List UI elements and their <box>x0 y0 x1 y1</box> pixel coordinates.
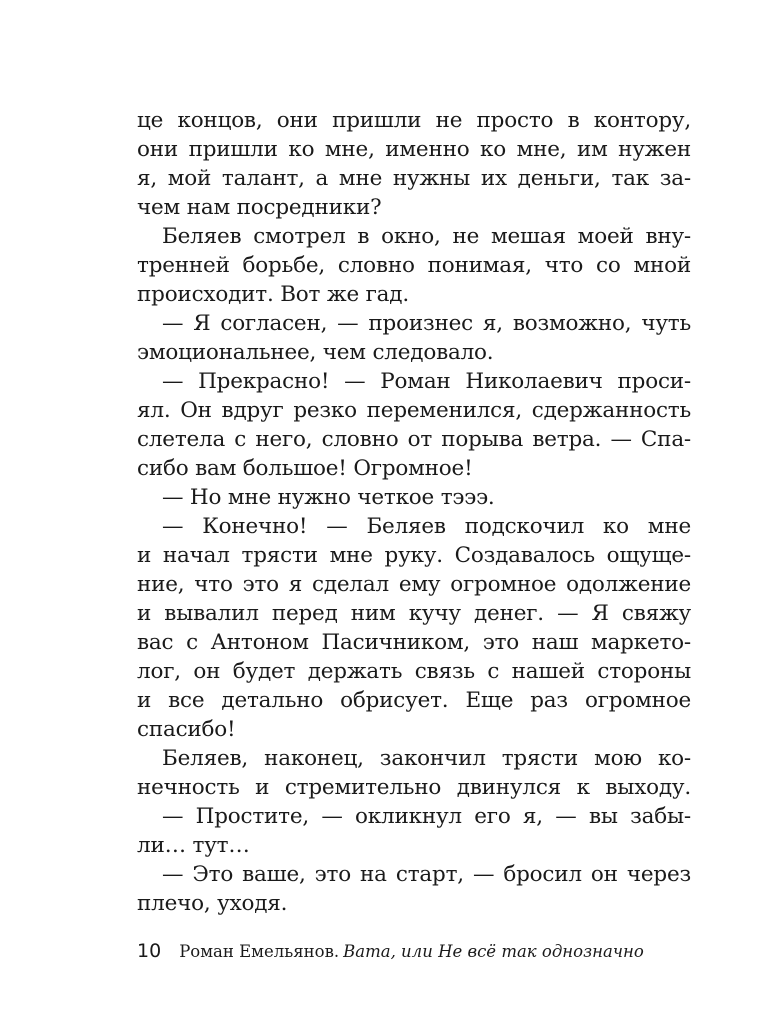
text-line: нечность и стремительно двинулся к выходу. <box>137 775 691 800</box>
text-line: — Я согласен, — произнес я, возможно, чуть <box>162 311 691 336</box>
text-line: чем нам посредники? <box>137 195 382 220</box>
footer-author: Роман Емельянов. <box>179 942 340 961</box>
text-line: я, мой талант, а мне нужны их деньги, так за- <box>137 166 691 191</box>
text-line: спасибо! <box>137 717 236 742</box>
text-line: — Но мне нужно четкое тэээ. <box>162 485 495 510</box>
text-line: и вывалил перед ним кучу денег. — Я свяжу <box>137 601 691 626</box>
text-line: Беляев смотрел в окно, не мешая моей вну- <box>162 224 691 249</box>
text-line: це концов, они пришли не просто в контору, <box>137 108 691 133</box>
text-line: ние, что это я сделал ему огромное одолжение <box>137 572 691 597</box>
text-line: сибо вам большое! Огромное! <box>137 456 473 481</box>
text-line: лог, он будет держать связь с нашей стороны <box>137 659 691 684</box>
text-line: плечо, уходя. <box>137 891 288 916</box>
text-line: и начал трясти мне руку. Создавалось ощуще- <box>137 543 691 568</box>
page-number: 10 <box>137 940 162 962</box>
text-line: эмоциональнее, чем следовало. <box>137 340 494 365</box>
text-line: вас с Антоном Пасичником, это наш маркето- <box>137 630 691 655</box>
text-line: — Это ваше, это на старт, — бросил он через <box>162 862 691 887</box>
text-line: ли… тут… <box>137 833 250 858</box>
text-line: тренней борьбе, словно понимая, что со мной <box>137 253 691 278</box>
text-line: слетела с него, словно от порыва ветра. — Спа- <box>137 427 691 452</box>
text-line: — Прекрасно! — Роман Николаевич проси- <box>162 369 691 394</box>
running-footer <box>137 940 697 972</box>
footer-book-title: Вата, или Не всё так однозначно <box>343 942 644 961</box>
text-line: ял. Он вдруг резко переменился, сдержанность <box>137 398 691 423</box>
text-line: и все детально обрисует. Еще раз огромное <box>137 688 691 713</box>
text-line: — Конечно! — Беляев подскочил ко мне <box>162 514 691 539</box>
text-line: происходит. Вот же гад. <box>137 282 409 307</box>
text-line: — Простите, — окликнул его я, — вы забы- <box>162 804 691 829</box>
text-line: Беляев, наконец, закончил трясти мою ко- <box>162 746 691 771</box>
text-line: они пришли ко мне, именно ко мне, им нужен <box>137 137 691 162</box>
body-text <box>137 106 691 918</box>
